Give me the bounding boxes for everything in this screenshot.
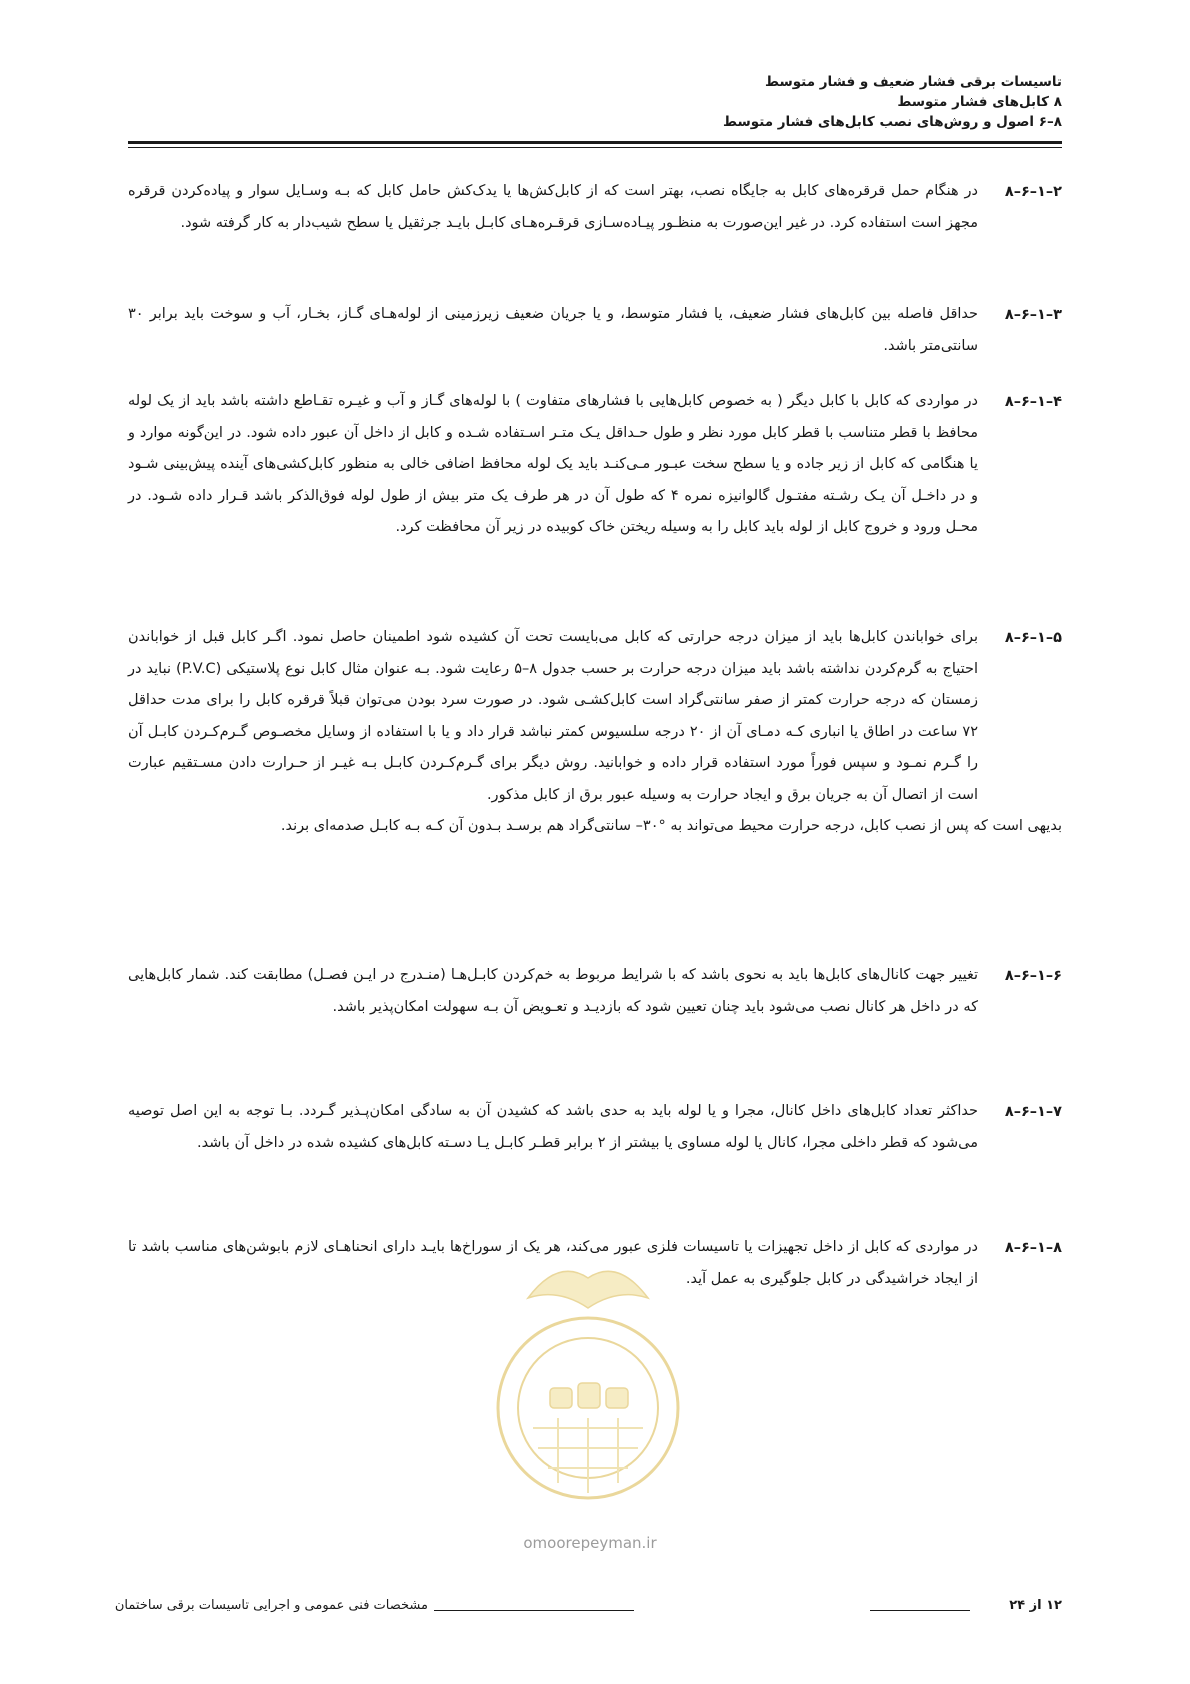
page-footer (114, 1598, 1062, 1622)
clause-number: ۸–۶–۱–۷ (1004, 1104, 1062, 1120)
footer-rule-right (870, 1610, 970, 1611)
clause-8-6-1-5 (128, 622, 1062, 843)
watermark-logo (488, 1238, 688, 1518)
clause-text: در مواردی که کابل از داخل تجهیزات یا تاسیسات فلزی عبور می‌کند، هر یک از سوراخ‌ها بایـد دارای انحناهـای لازم بابوشن‌های مناسب باشد تا از ایجاد خراشیدگی در کابل جلوگیری به عمل آید. (128, 1239, 978, 1287)
running-header (128, 72, 1062, 132)
clause-8-6-1-3 (128, 299, 1062, 362)
header-book-title: تاسیسات برقی فشار ضعیف و فشار متوسط (764, 74, 1062, 90)
clause-note: بدیهی است که پس از نصب کابل، درجه حرارت محیط می‌تواند به °۳۰– سانتی‌گراد هم برسـد بـدون آن کـه بـه کابـل صدمه‌ای برند. (280, 818, 1062, 834)
header-rule-thin (128, 147, 1062, 148)
clause-text: برای خواباندن کابل‌ها باید از میزان درجه حرارتی که کابل می‌بایست تحت آن کشیده شود اطمینان حاصل نمود. اگـر کابل قبل از خواباندن احتیاج به گرم‌کردن نداشته باشد باید میزان درجه حرارت بر حسب جدول ۸–۵ رعایت شود. بـه عنوان مثال کابل نوع پلاستیکی (P.V.C) نباید در زمستان که درجه حرارت کمتر از صفر سانتی‌گراد است کابل‌کشـی شود. در صورت سرد بودن می‌توان قبلاً قرقره کابل را برای مدت حداقل ۷۲ ساعت در اطاق یا انباری کـه دمـای آن از ۲۰ درجه سلسیوس کمتر نباشد قرار داد و یا با استفاده از وسایل مخصـوص گـرم‌کـردن کابـل آن را گـرم نمـود و سپس فوراً مورد استفاده قرار داده و خوابانید. روش دیگر برای گـرم‌کـردن کابـل بـه غیـر از حـرارت دادن مسـتقیم عبارت است از اتصال آن به جریان برق و ایجاد حرارت به وسیله عبور برق از کابل مذکور. (128, 629, 979, 803)
clause-number: ۸–۶–۱–۵ (1004, 630, 1062, 646)
clause-number: ۸–۶–۱–۸ (1004, 1240, 1062, 1256)
footer-document-title: مشخصات فنی عمومی و اجرایی تاسیسات برقی ساختمان (114, 1598, 428, 1613)
clause-text: تغییر جهت کانال‌های کابل‌ها باید به نحوی باشد که با شرایط مربوط به خم‌کردن کابـل‌هـا (منـدرج در ایـن فصـل) مطابقت کند. شمار کابل‌هایی که در داخل هر کانال نصب می‌شود باید چنان تعیین شود که بازدیـد و تعـویض آن بـه سهولت امکان‌پذیر باشد. (128, 967, 978, 1015)
clause-text: حداقل فاصله بین کابل‌های فشار ضعیف، یا فشار متوسط، و یا جریان ضعیف زیرزمینی از لوله‌هـای گـاز، بخـار، آب و سوخت باید برابر ۳۰ سانتی‌متر باشد. (128, 306, 978, 354)
header-chapter-title: ۸ کابل‌های فشار متوسط (897, 94, 1062, 110)
page-number: ۱۲ از ۲۴ (1009, 1598, 1062, 1613)
clause-text: در مواردی که کابل با کابل دیگر ( به خصوص کابل‌هایی با فشارهای متفاوت ) با لوله‌های گـاز و آب و غیـره تقـاطع داشته باشد باید از یک لوله محافظ با قطر متناسب با قطر کابل مورد نظر و طول حـداقل یـک متـر اسـتفاده شـده و کابل از داخل آن عبور داده شود. در این‌گونه موارد و یا هنگامی که کابل از زیر جاده و یا سطح سخت عبـور مـی‌کنـد باید یک لوله محافظ اضافی خالی به منظور کابل‌کشی‌های آینده پیش‌بینی شـود و در داخـل آن یـک رشـته مفتـول گالوانیزه نمره ۴ که طول آن در هر طرف یک متر بیش از طول لوله فوق‌الذکر باشد قـرار داده شـود. در محـل ورود و خروج کابل از لوله باید کابل را به وسیله ریختن خاک کوبیده در زیر آن محافظت کرد. (128, 393, 978, 535)
clause-number: ۸–۶–۱–۲ (1004, 184, 1062, 200)
clause-text: حداکثر تعداد کابل‌های داخل کانال، مجرا و یا لوله باید به حدی باشد که کشیدن آن به سادگی امکان‌پـذیر گـردد. بـا توجه به این اصل توصیه می‌شود که قطر داخلی مجرا، کانال یا لوله مساوی یا بیشتر از ۲ برابر قطـر کابـل یـا دسـته کابل‌های کشیده شده در داخل آن باشد. (128, 1103, 978, 1151)
clause-8-6-1-4 (128, 386, 1062, 544)
clause-number: ۸–۶–۱–۴ (1004, 394, 1062, 410)
clause-8-6-1-2 (128, 176, 1062, 239)
clause-8-6-1-6 (128, 960, 1062, 1023)
clause-number: ۸–۶–۱–۳ (1004, 307, 1062, 323)
header-rule-thick (128, 141, 1062, 144)
header-section-title: ۸–۶ اصول و روش‌های نصب کابل‌های فشار متوسط (723, 114, 1062, 130)
watermark-url: omoorepeyman.ir (523, 1534, 657, 1552)
clause-8-6-1-7 (128, 1096, 1062, 1159)
clause-text: در هنگام حمل قرقره‌های کابل به جایگاه نصب، بهتر است که از کابل‌کش‌ها یا یدک‌کش حامل کابل که بـه وسـایل سوار و پیاده‌کردن قرقره مجهز است استفاده کرد. در غیر این‌صورت به منظـور پیـاده‌سـازی قرقـره‌هـای کابـل بایـد جرثقیل یا سطح شیب‌دار به کار گرفته شود. (128, 183, 978, 231)
clause-number: ۸–۶–۱–۶ (1004, 968, 1062, 984)
footer-rule-left (434, 1610, 634, 1611)
